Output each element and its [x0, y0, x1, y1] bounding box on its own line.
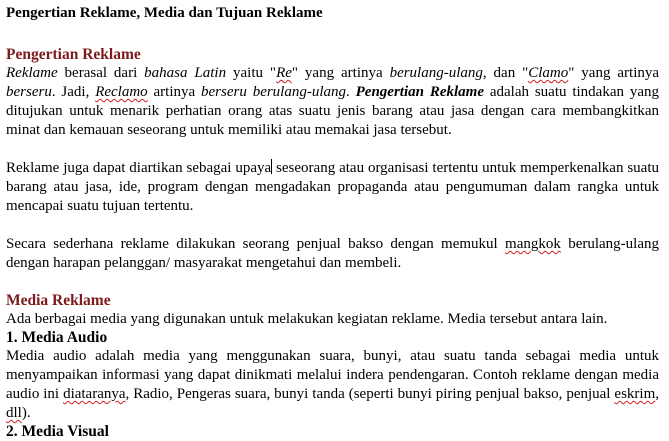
- paragraph-alternative-definition: [6, 159, 659, 216]
- spellcheck-word[interactable]: eskrim: [614, 386, 656, 402]
- text-run: bahasa Latin: [144, 65, 227, 81]
- document-title: Pengertian Reklame, Media dan Tujuan Reklame: [6, 5, 323, 21]
- text-run: " yang artinya: [291, 65, 390, 81]
- spellcheck-word[interactable]: mangkok: [505, 236, 561, 252]
- blank-line: [6, 273, 659, 292]
- text-run: ,: [655, 386, 659, 402]
- section-heading-pengertian: Pengertian Reklame: [6, 46, 141, 63]
- spellcheck-word[interactable]: dll: [6, 405, 22, 421]
- subheading-media-audio: 1. Media Audio: [6, 329, 108, 346]
- paragraph-definition: [6, 64, 659, 140]
- text-run: Reklame juga dapat diartikan sebagai upaya: [6, 160, 272, 176]
- paragraph-media-intro: Ada berbagai media yang digunakan untuk melakukan kegiatan reklame. Media tersebut antara lain.: [6, 311, 608, 327]
- blank-line: [6, 22, 659, 46]
- paragraph-media-audio: [6, 347, 659, 423]
- text-run: ).: [21, 405, 31, 421]
- blank-line: [6, 140, 659, 159]
- text-run: berulang-ulang: [389, 65, 483, 81]
- text-run: Media audio adalah media yang menggunakan suara, bunyi, atau suatu tanda sebagai media untuk menyampaikan informasi yang dapat dinikmati melalui indera pendengaran. Contoh reklame dengan media audio ini: [6, 348, 659, 402]
- text-run: adalah suatu tindakan yang ditujukan untuk menarik perhatian orang atas suatu jenis barang atau jasa dengan cara membangkitkan minat dan kemauan seseorang untuk memiliki atau memakai jasa tersebut.: [6, 84, 659, 138]
- text-run: .: [346, 84, 356, 100]
- text-run: , Radio, Pengeras suara, bunyi tanda (seperti bunyi piring penjual bakso, penjual: [125, 386, 615, 402]
- blank-line: [6, 216, 659, 235]
- subheading-media-visual: 2. Media Visual: [6, 423, 109, 440]
- text-run: yaitu ": [226, 65, 277, 81]
- text-run: , dan ": [482, 65, 529, 81]
- spellcheck-word[interactable]: Re: [276, 65, 292, 81]
- spellcheck-word[interactable]: diataranya: [63, 386, 126, 402]
- text-run: artinya: [147, 84, 202, 100]
- text-run: berseru: [6, 84, 52, 100]
- spellcheck-word[interactable]: Reclamo: [95, 84, 148, 100]
- text-run: " yang artinya: [568, 65, 660, 81]
- text-run: berulang-ulang dengan harapan pelanggan/ masyarakat mengetahui dan membeli.: [6, 236, 659, 271]
- text-run: Pengertian Reklame: [355, 84, 484, 100]
- text-run: . Jadi,: [51, 84, 96, 100]
- text-run: berseru berulang-ulang: [201, 84, 347, 100]
- section-heading-media: Media Reklame: [6, 292, 111, 309]
- text-run: berasal dari: [57, 65, 145, 81]
- spellcheck-word[interactable]: Clamo: [528, 65, 569, 81]
- paragraph-simple-example: [6, 235, 659, 273]
- text-run: Reklame: [6, 65, 58, 81]
- text-run: seseorang atau organisasi tertentu untuk memperkenalkan suatu barang atau jasa, ide, program dengan mengadakan propaganda atau pengumuman dalam rangka untuk mencapai suatu tujuan tertentu.: [6, 160, 659, 214]
- text-run: Secara sederhana reklame dilakukan seorang penjual bakso dengan memukul: [6, 236, 506, 252]
